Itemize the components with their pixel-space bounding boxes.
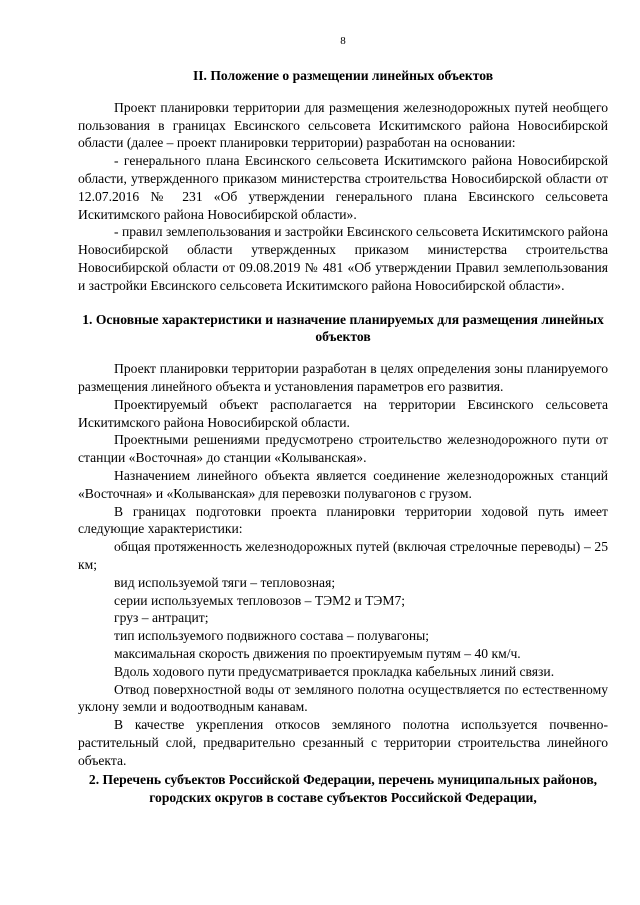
- page-number: 8: [340, 35, 346, 47]
- document-page: [78, 34, 608, 807]
- characteristic-item: общая протяженность железнодорожных путей (включая стрелочные переводы) – 25 км;: [78, 539, 608, 572]
- intro-paragraph: Проект планировки территории для размещения железнодорожных путей необщего пользования в границах Евсинского сельсовета Искитимского района Новосибирской области (далее – проект планировки территории) разработан на основании:: [78, 99, 608, 151]
- paragraph: Проектируемый объект располагается на территории Евсинского сельсовета Искитимского района Новосибирской области.: [78, 396, 608, 430]
- paragraph: В границах подготовки проекта планировки территории ходовой путь имеет следующие характеристики:: [78, 503, 608, 537]
- characteristic-item: максимальная скорость движения по проектируемым путям – 40 км/ч.: [114, 645, 521, 661]
- characteristic-item: серии используемых тепловозов – ТЭМ2 и ТЭМ7;: [114, 592, 406, 608]
- subsection-1-title: 1. Основные характеристики и назначение планируемых для размещения линейных объектов: [82, 311, 604, 345]
- paragraph: Проект планировки территории разработан в целях определения зоны планируемого размещения линейного объекта и установления параметров его развития.: [78, 361, 608, 394]
- paragraph: Проектными решениями предусмотрено строительство железнодорожного пути от станции «Восточная» до станции «Колыванская».: [78, 432, 608, 466]
- paragraph: Вдоль ходового пути предусматривается прокладка кабельных линий связи.: [114, 663, 555, 679]
- basis-item-land-use-rules: - правил землепользования и застройки Евсинского сельсовета Искитимского района Новосибирской области утвержденных приказом министерства строительства Новосибирской области от 09.08.2019 № 481 «Об утверждении Правил землепользования и застройки Евсинского сельсовета Искитимского района Новосибирской области».: [78, 224, 608, 293]
- section-title: II. Положение о размещении линейных объектов: [192, 68, 494, 83]
- characteristic-item: тип используемого подвижного состава – полувагоны;: [114, 628, 429, 644]
- subsection-2-title: 2. Перечень субъектов Российской Федерации, перечень муниципальных районов, городских округов в составе субъектов Российской Федерации,: [88, 772, 598, 806]
- characteristic-item: груз – антрацит;: [114, 610, 209, 626]
- paragraph: В качестве укрепления откосов земляного полотна используется почвенно-растительный слой, предварительно срезанный с территории строительства линейного объекта.: [78, 717, 608, 768]
- paragraph: Назначением линейного объекта является соединение железнодорожных станций «Восточная» и «Колыванская» для перевозки полувагонов с грузом.: [78, 467, 608, 501]
- characteristic-item: вид используемой тяги – тепловозная;: [114, 574, 336, 590]
- basis-item-general-plan: - генерального плана Евсинского сельсовета Искитимского района Новосибирской области, утвержденного приказом министерства строительства Новосибирской области от 12.07.2016 № 231 «Об утверждении генерального плана Евсинского сельсовета Искитимского района Новосибирской области».: [78, 153, 608, 222]
- paragraph: Отвод поверхностной воды от земляного полотна осуществляется по естественному уклону земли и водоотводным канавам.: [78, 681, 608, 715]
